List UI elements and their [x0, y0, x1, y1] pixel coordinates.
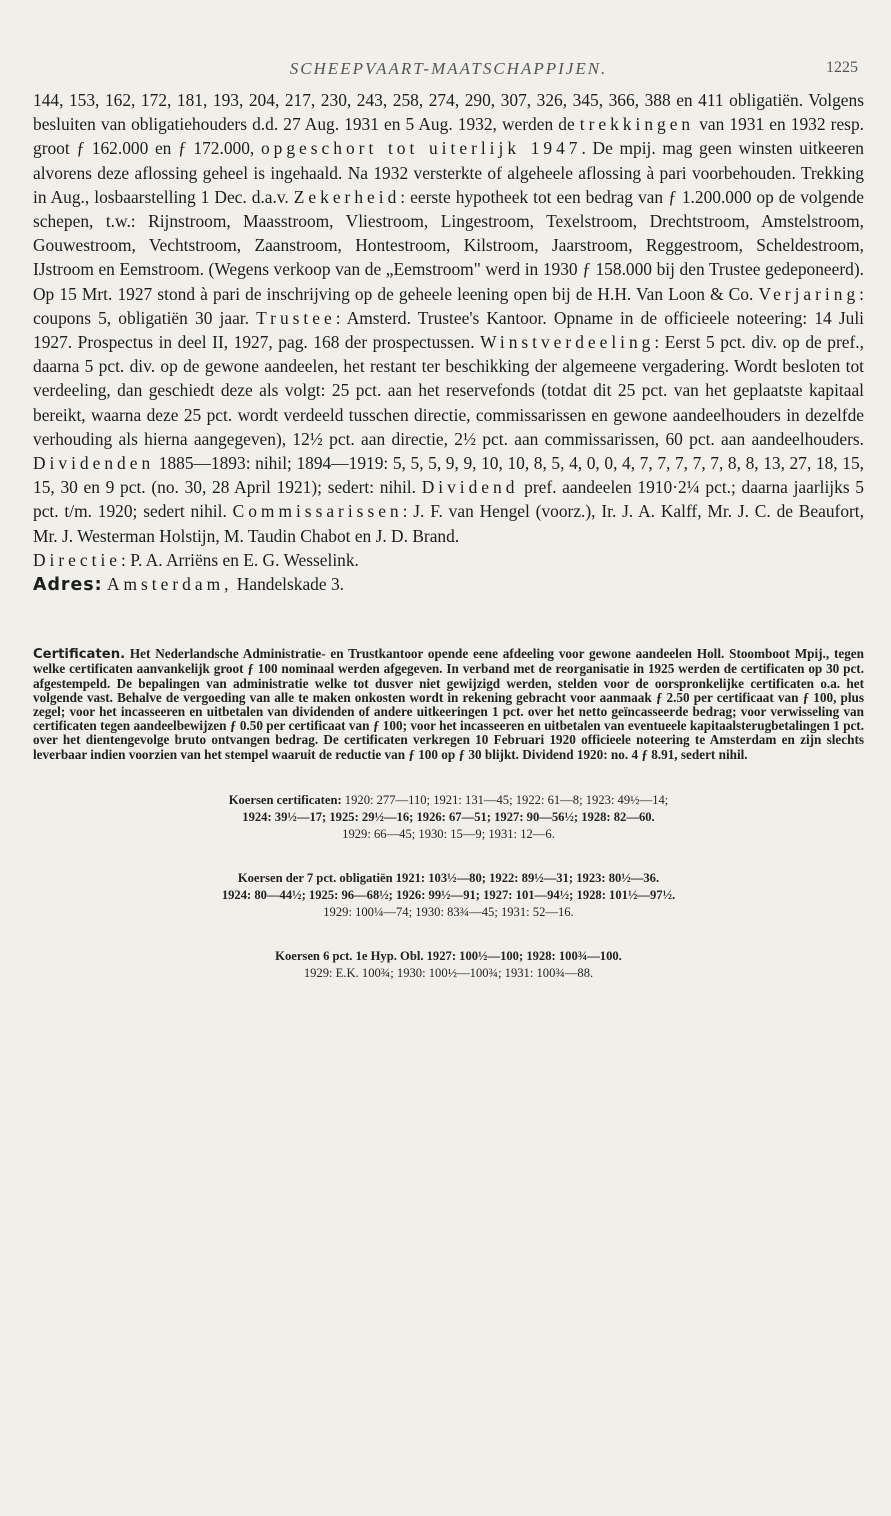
koersen-line	[33, 792, 864, 809]
koersen-line: 1929: 100¼—74; 1930: 83¾—45; 1931: 52—16.	[323, 904, 574, 919]
label-commissarissen: Commissarissen	[232, 501, 403, 522]
label-zekerheid: Zekerheid	[293, 186, 401, 207]
certificaten-section	[33, 647, 864, 762]
koersen-section	[33, 792, 864, 982]
koersen-label: Koersen 6 pct. 1e Hyp. Obl.	[275, 948, 424, 963]
company-description	[33, 88, 864, 597]
label-dividenden: Dividenden	[33, 453, 155, 474]
text-span: 144, 153, 162, 172, 181, 193, 204, 217, 230, 243, 258, 274, 290, 307, 326, 345, 366, 388 en 411 obligatiën. Volgens besluiten van obligatiehouders d.d. 27 Aug. 1931 en 5 Aug. 1932, werden de	[33, 90, 864, 135]
koersen-label: Koersen certificaten:	[228, 792, 342, 807]
label-verjaring: Verjaring	[758, 283, 860, 304]
text-span: : eerste hypotheek tot een bedrag van ƒ 1.200.000 op de volgende schepen, t.w.: Rijnstroom, Maasstroom, Vliestroom, Lingestroom, Texelstroom, Drechtstroom, Amstelstroom, Gouwestroom, Vechtstroom, Zaanstroom, Hontestroom, Kilstroom, Jaarstroom, Reggestroom, Scheldestroom, IJstroom en Eemstroom. (Wegens verkoop van de „Eemstroom" werd in 1930 ƒ 158.000 bij den Trustee gedeponeerd). Op 15 Mrt. 1927 stond à pari de inschrijving op de geheele leening open bij de H.H. Van Loon & Co.	[33, 186, 864, 304]
page-number: 1225	[826, 59, 858, 76]
koersen-line: 1924: 80—44½; 1925: 96—68½; 1926: 99½—91; 1927: 101—94½; 1928: 101½—97½.	[221, 887, 676, 902]
label-adres: Adres:	[33, 575, 103, 596]
koersen-line: 1924: 39½—17; 1925: 29½—16; 1926: 67—51; 1927: 90—56½; 1928: 82—60.	[242, 809, 655, 824]
text-span: : P. A. Arriëns en E. G. Wesselink.	[121, 549, 359, 570]
text-span: pref. aandeelen 1910·2¼ pct.; daarna jaarlijks 5 pct. t/m. 1920; sedert nihil.	[33, 477, 864, 522]
koersen-values: 1920: 277—110; 1921: 131—45; 1922: 61—8; 1923: 49½—14;	[341, 792, 669, 807]
koersen-certificaten	[33, 792, 864, 843]
emphasis-opgeschort: opgeschort tot uiterlijk 1947	[260, 138, 582, 159]
text-span: 1885—1893: nihil; 1894—1919: 5, 5, 5, 9, 9, 10, 10, 8, 5, 4, 0, 0, 4, 7, 7, 7, 7, 7, 8, 8, 13, 27, 18, 15, 15, 30 en 9 pct. (no. 30, 28 April 1921); sedert: nihil.	[33, 453, 864, 498]
text-span: . De mpij. mag geen winsten uitkeeren alvorens deze aflossing geheel is ingehaald. Na 1932 versterkte of algeheele aflossing à pari voorbehouden. Trekking in Aug., losbaarstelling 1 Dec. d.a.v.	[33, 138, 865, 207]
label-trustee: Trustee	[256, 307, 336, 328]
emphasis-trekkingen: trekkingen	[579, 114, 695, 135]
koersen-line	[33, 870, 864, 887]
koersen-line	[33, 948, 864, 965]
certificaten-text: Het Nederlandsche Administratie- en Trustkantoor opende eene afdeeling voor gewone aandeelen Holl. Stoomboot Mpij., tegen welke certificaten aanvankelijk groot ƒ 100 nominaal werden afgegeven. In verband met de reorganisatie in 1925 werden de certificaten op 30 pct. afgestempeld. De bepalingen van administratie welke tot dusver niet gewijzigd werden, stelden voor de oorspronkelijke certificaten o.a. het volgende vast. Behalve de vergoeding van alle te maken onkosten wordt in rekening gebracht voor aanmaak ƒ 2.50 per certificaat van ƒ 100, plus zegel; voor het incasseeren en uitbetalen van dividenden of andere uitkeeringen 1 pct. over het netto geïncasseerde bedrag; voor verwisseling van certificaten tegen aandeelbewijzen ƒ 0.50 per certificaat van ƒ 100; voor het incasseeren en uitbetalen van eventueele kapitaalsterugbetalingen 1 pct. over het dientengevolge bruto ontvangen bedrag. De certificaten verkregen 10 Februari 1920 officieele noteering te Amsterdam en zijn slechts leverbaar indien voorzien van het stempel waaruit de reductie van ƒ 100 op ƒ 30 blijkt. Dividend 1920: no. 4 ƒ 8.91, sedert nihil.	[33, 646, 864, 762]
koersen-obligaties-7pct	[33, 870, 864, 921]
label-winstverdeeling: Winstverdeeling	[480, 332, 655, 353]
adres-city: Amsterdam,	[106, 574, 233, 595]
koersen-values: 1927: 100½—100; 1928: 100¾—100.	[423, 948, 622, 963]
koersen-label: Koersen der 7 pct. obligatiën	[237, 870, 393, 885]
adres-street: Handelskade 3.	[232, 574, 344, 595]
koersen-hyp-6pct	[33, 948, 864, 982]
text-span: : J. F. van Hengel (voorz.), Ir. J. A. Kalff, Mr. J. C. de Beaufort, Mr. J. Westerman Holstijn, M. Taudin Chabot en J. D. Brand.	[33, 501, 864, 546]
running-title: SCHEEPVAART-MAATSCHAPPIJEN.	[289, 59, 608, 78]
text-span: van 1931 en 1932 resp. groot ƒ 162.000 en ƒ 172.000,	[33, 114, 864, 159]
text-span: : coupons 5, obligatiën 30 jaar.	[33, 283, 864, 328]
text-span: : Eerst 5 pct. div. op de pref., daarna 5 pct. div. op de gewone aandeelen, het restant ter beschikking der algemeene vergadering. Wordt besloten tot verdeeling, dan geschiedt deze als volgt: 25 pct. aan het reservefonds (totdat dit 25 pct. van het geplaatste kapitaal bereikt, waarna deze 25 pct. wordt verdeeld tusschen directie, commissarissen en gewone aandeelhouders in dezelfde verhouding als hierna aangegeven), 12½ pct. aan directie, 2½ pct. aan commissarissen, 60 pct. aan aandeelhouders.	[33, 332, 864, 449]
koersen-line: 1929: E.K. 100¾; 1930: 100½—100¾; 1931: 100¾—88.	[303, 965, 594, 980]
page-header	[33, 0, 864, 88]
label-dividend: Dividend	[421, 477, 519, 498]
text-span: : Amsterd. Trustee's Kantoor. Opname in de officieele noteering: 14 Juli 1927. Prospectus in deel II, 1927, pag. 168 der prospectussen.	[33, 307, 864, 353]
label-directie: Directie	[33, 549, 122, 570]
koersen-values: 1921: 103½—80; 1922: 89½—31; 1923: 80½—36.	[392, 870, 660, 885]
certificaten-label: Certificaten.	[33, 647, 126, 663]
koersen-line: 1929: 66—45; 1930: 15—9; 1931: 12—6.	[342, 826, 555, 841]
